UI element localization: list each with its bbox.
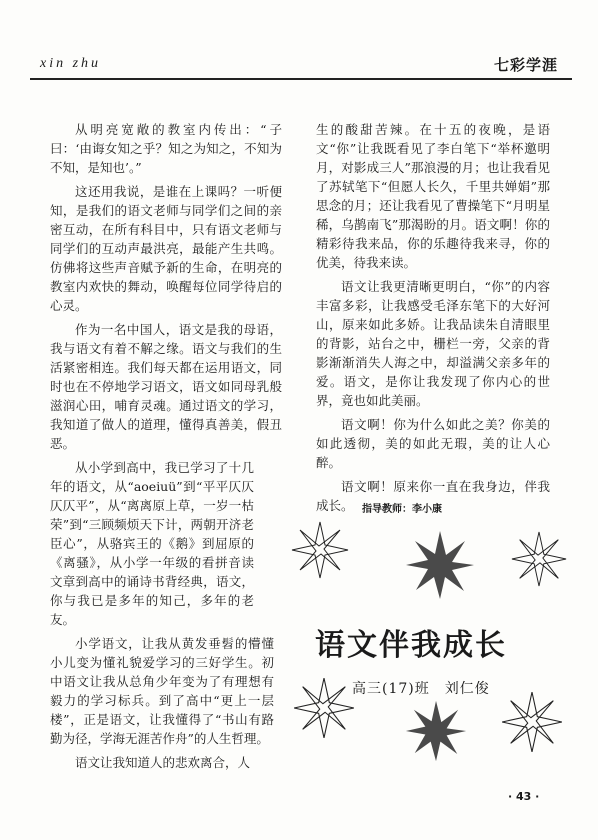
paragraph: 作为一名中国人，语文是我的母语，我与语文有着不解之缘。语文与我们的生活紧密相连。我们每天都在运用语文，同时也在不停地学习语文，语文如同母乳般滋润心田，哺育灵魂。通过语文的学习，我知道了做人的道理，懂得真善美，假丑恶。: [50, 322, 282, 451]
paragraph: 从明亮宽敞的教室内传出：“子曰：‘由诲女知之乎？知之为知之，不知为不知，是知也’。”: [50, 122, 282, 175]
header-pinyin: xin zhu: [40, 56, 102, 71]
advisor-credit: 指导教师：李小康: [362, 504, 442, 515]
starburst-top-center: [405, 530, 475, 600]
article-title: 语文伴我成长: [315, 628, 507, 663]
paragraph: 小学语文，让我从黄发垂髫的懵懂小儿变为懂礼貌爱学习的三好学生。初中语文让我从总角少年变为了有理想有毅力的学习标兵。到了高中“更上一层楼”，正是语文，让我懂得了“书山有路勤为径，学海无涯苦作舟”的人生哲理。: [50, 636, 274, 746]
author-byline: 高三(17)班 刘仁俊: [352, 681, 490, 697]
header-column-title: 七彩学涯: [493, 56, 558, 74]
paragraph: 语文啊！你为什么如此之美？你美的如此透彻，美的如此无瑕，美的让人心醉。: [316, 417, 550, 470]
starburst-top-right: [510, 530, 568, 588]
starburst-bottom-left: [292, 676, 356, 740]
starburst-top-left: [290, 520, 350, 580]
paragraph: 语文让我更清晰更明白，“你”的内容丰富多彩，让我感受毛泽东笔下的大好河山，原来如此多娇。让我品读朱自清眼里的背影，站台之中，栅栏一旁，父亲的背影渐渐消失人海之中，却溢满父亲多年的爱。语文，是你让我发现了你内心的世界，竟也如此美丽。: [316, 279, 550, 408]
starburst-bottom-right: [500, 690, 564, 754]
running-header: [30, 56, 572, 80]
paragraph: 语文让我知道人的悲欢离合，人: [75, 755, 251, 770]
paragraph: 生的酸甜苦辣。在十五的夜晚，是语文“你”让我既看见了李白笔下“举杯邀明月，对影成三人”那浪漫的月；也让我看见了苏轼笔下“但愿人长久，千里共婵娟”那思念的月；还让我看见了曹操笔下“月明星稀，乌鹊南飞”那渴盼的月。语文啊！你的精彩待我来品，你的乐趣待我来寻，你的优美，待我来读。: [316, 122, 550, 270]
paragraph: 从小学到高中，我已学习了十几年的语文，从“aoeiuü”到“平平仄仄仄仄平”，从“离离原上草，一岁一枯荣”到“三顾频烦天下计，两朝开济老臣心”，从骆宾王的《鹅》到屈原的《离骚》，从小学一年级的看拼音读文章到高中的诵诗书背经典，语文，你与我已是多年的知己，多年的老友。: [50, 460, 254, 627]
paragraph: 语文啊！原来你一直在我身边，伴我成长。: [316, 479, 550, 513]
left-column: [50, 120, 282, 777]
paragraph: 这还用我说，是谁在上课吗？一听便知，是我们的语文老师与同学们之间的亲密互动，在所有科目中，只有语文老师与同学们的互动声最洪亮，最能产生共鸣。仿佛将这些声音赋予新的生命，在明亮的教室内欢快的舞动，唤醒每位同学待启的心灵。: [50, 184, 282, 313]
page-number: · 43 ·: [508, 790, 540, 803]
starburst-bottom-center: [405, 700, 467, 762]
right-column: [316, 120, 550, 520]
